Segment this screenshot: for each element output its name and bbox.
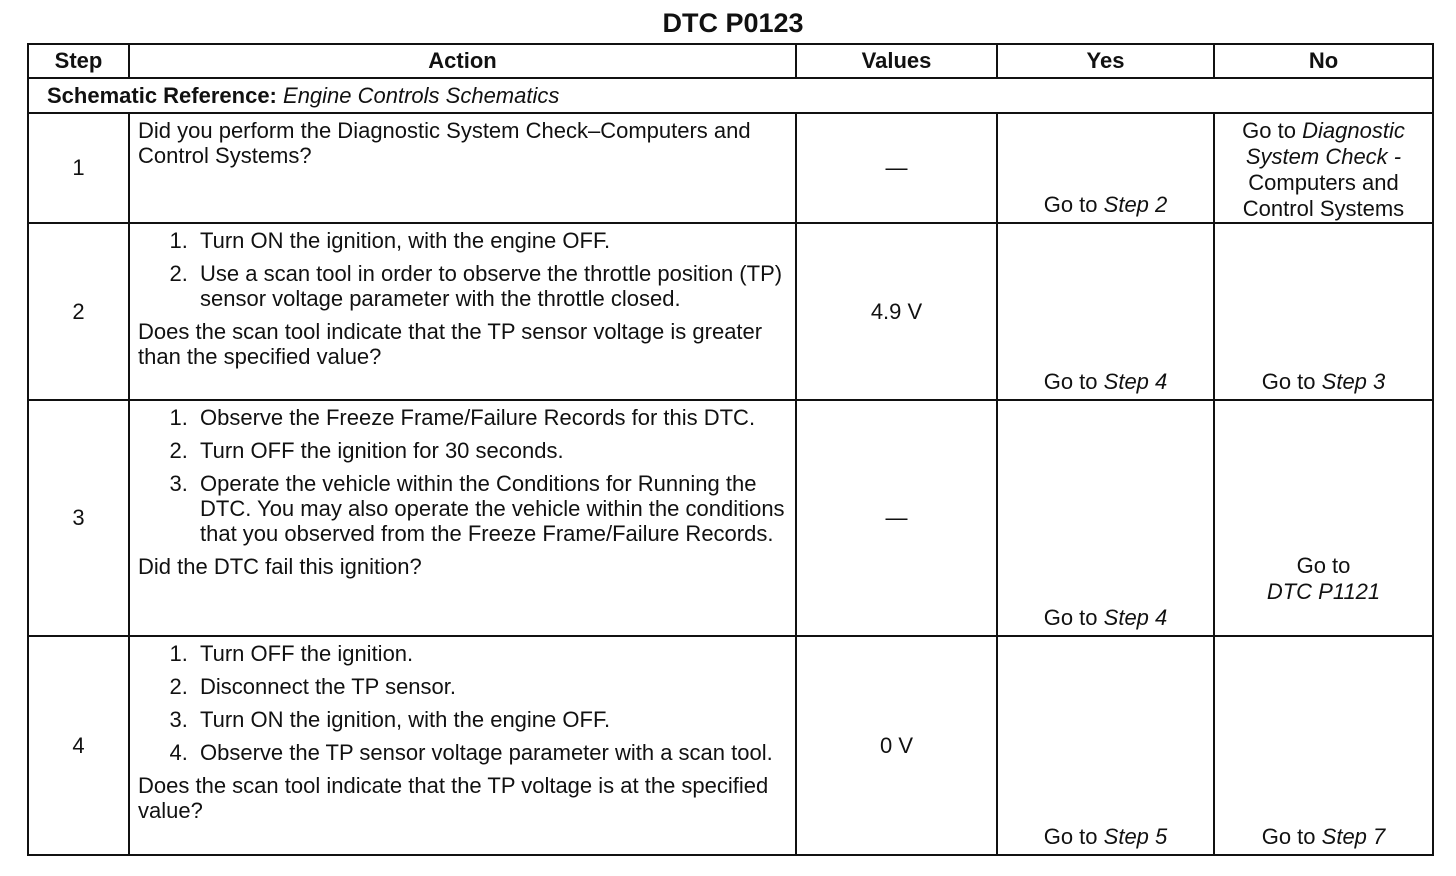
yes-prefix: Go to [1043,368,1098,394]
action-steps [138,641,787,765]
value-cell: — [796,400,997,637]
yes-cell [997,400,1214,637]
no-link[interactable]: Step 7 [1321,824,1386,849]
no-prefix: Go to [1296,553,1351,579]
step-number: 1 [28,113,129,223]
action-item: 1. Observe the Freeze Frame/Failure Records for this DTC. [194,405,787,430]
step-number: 3 [28,400,129,637]
no-link[interactable]: Step 3 [1321,368,1386,394]
schematic-reference-row [28,78,1433,113]
action-cell [129,113,796,223]
action-item: 4. Observe the TP sensor voltage parameter with a scan tool. [194,740,787,765]
schematic-reference-value: Engine Controls Schematics [283,82,560,108]
yes-cell [997,113,1214,223]
action-item: 2. Use a scan tool in order to observe the throttle position (TP) sensor voltage parameter with the throttle closed. [194,261,787,311]
schematic-reference-label: Schematic Reference: [47,82,277,108]
yes-link[interactable]: Step 5 [1103,824,1168,849]
yes-prefix: Go to [1043,824,1098,849]
yes-prefix: Go to [1043,192,1098,218]
no-link[interactable]: DTC P1121 [1266,579,1381,605]
yes-link[interactable]: Step 4 [1103,368,1168,394]
header-row [28,44,1433,78]
table-row [28,400,1433,637]
value-cell: 0 V [796,636,997,855]
action-question: Did the DTC fail this ignition? [138,553,422,579]
no-prefix: Go to [1261,368,1316,394]
table-row [28,636,1433,855]
action-cell [129,636,796,855]
action-item: 1. Turn ON the ignition, with the engine OFF. [194,228,787,253]
no-cell [1214,113,1433,223]
action-item: 3. Operate the vehicle within the Conditions for Running the DTC. You may also operate the vehicle within the conditions that you observed from the Freeze Frame/Failure Records. [194,471,787,546]
yes-cell [997,636,1214,855]
header-no: No [1214,44,1433,78]
yes-prefix: Go to [1043,605,1098,631]
table-row [28,113,1433,223]
step-number: 2 [28,223,129,399]
schematic-reference [28,78,1433,113]
no-link[interactable]: Diagnostic System Check - [1245,118,1405,170]
action-question: Does the scan tool indicate that the TP sensor voltage is greater than the specified value? [138,319,763,370]
action-question: Does the scan tool indicate that the TP voltage is at the specified value? [138,773,769,824]
header-values: Values [796,44,997,78]
no-cell [1214,223,1433,399]
action-item: 1. Turn OFF the ignition. [194,641,787,666]
header-action: Action [129,44,796,78]
action-question: Did you perform the Diagnostic System Check–Computers and Control Systems? [138,118,751,169]
yes-link[interactable]: Step 4 [1103,605,1168,631]
action-item: 2. Turn OFF the ignition for 30 seconds. [194,438,787,463]
no-prefix: Go to [1261,824,1316,849]
no-cell [1214,400,1433,637]
step-number: 4 [28,636,129,855]
action-item: 2. Disconnect the TP sensor. [194,674,787,699]
yes-link[interactable]: Step 2 [1103,192,1168,218]
header-step: Step [28,44,129,78]
action-steps [138,405,787,546]
table-row [28,223,1433,399]
no-prefix: Go to [1242,118,1296,144]
page-title: DTC P0123 [662,8,804,38]
action-cell [129,223,796,399]
no-suffix: Computers and Control Systems [1242,170,1405,222]
action-item: 3. Turn ON the ignition, with the engine OFF. [194,707,787,732]
value-cell: 4.9 V [796,223,997,399]
header-yes: Yes [997,44,1214,78]
no-cell [1214,636,1433,855]
yes-cell [997,223,1214,399]
diagnostic-table [27,43,1434,856]
action-cell [129,400,796,637]
value-cell: — [796,113,997,223]
action-steps [138,228,787,311]
